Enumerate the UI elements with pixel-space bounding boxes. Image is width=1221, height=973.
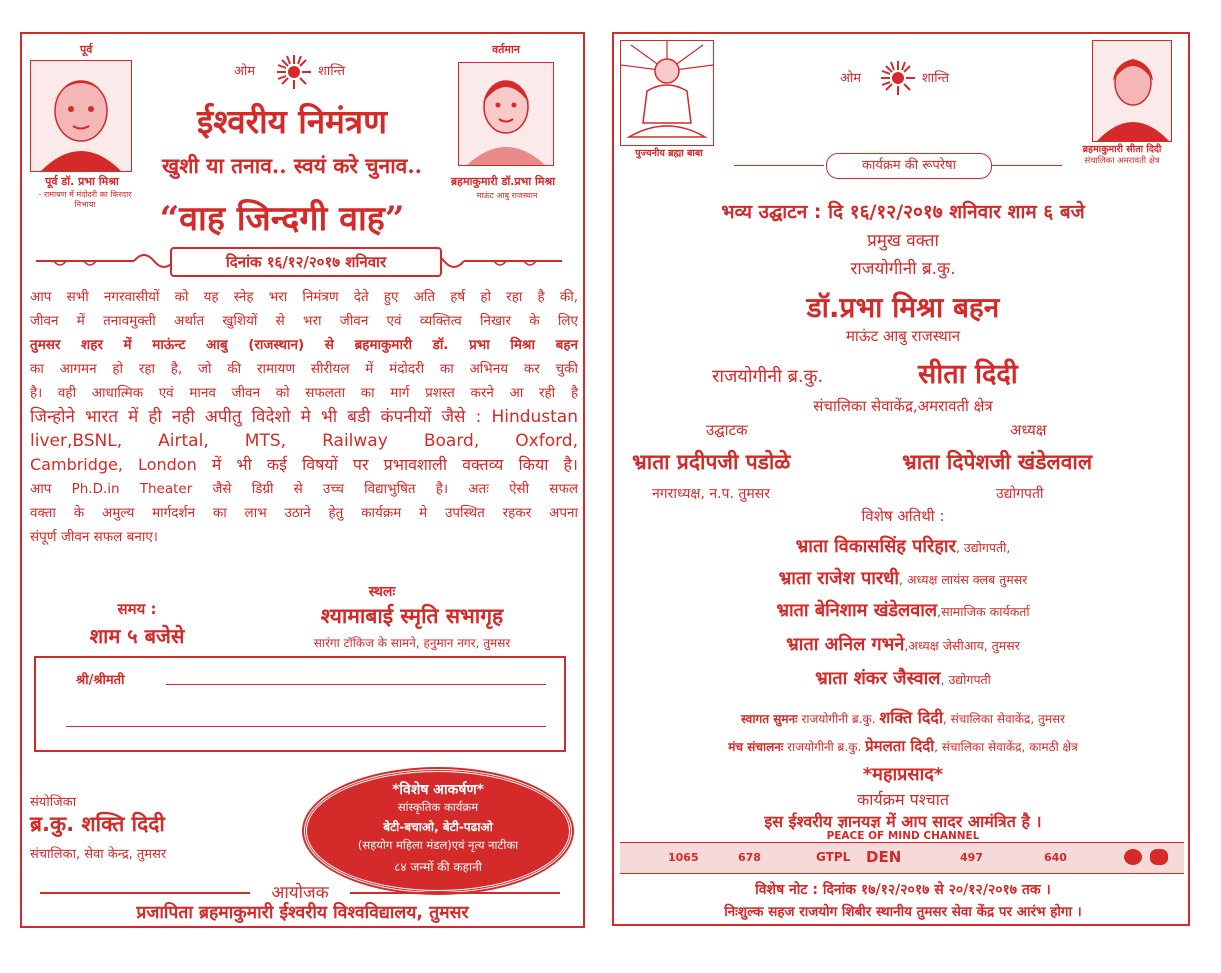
past-caption: पूर्व डॉ. प्रभा मिश्रा [45, 175, 119, 188]
organizer-label: संयोजिका [30, 795, 77, 810]
sita-didi-photo [1092, 40, 1172, 142]
rajyogini-label: राजयोगीनी ब्र.कु. [850, 259, 956, 279]
channel-provider: GTPL [816, 850, 851, 864]
guest-row [614, 566, 1192, 590]
slogan: “वाह जिन्दगी वाह” [159, 199, 405, 239]
brahma-baba-caption: पुज्यनीय ब्रह्मा बाबा [635, 148, 703, 159]
special-line: सांस्कृतिक कार्यक्रम [397, 800, 479, 814]
invitation-left-panel [20, 32, 585, 928]
invitation-right-panel [612, 32, 1190, 926]
welcome-row [614, 706, 1192, 728]
guest-row [614, 598, 1192, 622]
special-line: ८४ जन्मों की कहानी [394, 860, 482, 874]
channel-number: 640 [1044, 851, 1067, 864]
paragraph-line: है। वही आधात्मिक एवं मानव जीवन को सफलता का मार्ग प्रशस्त करने आ रही है [30, 385, 578, 401]
event-date-badge: दिनांक १६/१२/२०१७ शनिवार [170, 247, 442, 277]
paragraph-line: आप Ph.D.in Theater जैसे डिग्री से उच्च विद्याभुषित है। अतः ऐसी सफल [30, 481, 578, 497]
special-line: (सहयोग महिला मंडल)एवं नृत्य नाटीका [357, 838, 519, 852]
rajyogini-label: राजयोगीनी ब्र.कु. [712, 366, 824, 387]
program-divider [992, 165, 1062, 166]
after-program: कार्यक्रम पश्चात [857, 790, 949, 809]
guest-role: ,सामाजिक कार्यकर्ता [937, 604, 1030, 619]
paragraph-line: जिन्होने भारत में ही नही अपीतु विदेशो मे भी बडी कंपनीयों जैसे : Hindustan [30, 407, 578, 427]
sita-didi-caption: ब्रहमाकुमारी सीता दिदी [1082, 144, 1162, 155]
special-attraction-badge [304, 769, 572, 893]
present-subcaption: माऊंट आबु राजस्थान [476, 191, 538, 200]
past-label: पूर्व [80, 43, 93, 56]
president-role: उद्योगपती [996, 486, 1044, 502]
om-sun-icon [880, 60, 916, 96]
om-text: ओम [840, 71, 862, 86]
paragraph-line: वक्ता के अमुल्य मार्गदर्शन का लाभ उठाने हेतु कार्यक्रम मे उपस्थित रहकर अपना [30, 505, 578, 521]
special-title: *विशेष आकर्षण* [392, 782, 484, 798]
sita-didi-subcaption: संचालिका अमरावती क्षेत्र [1084, 156, 1160, 166]
paragraph-line: तुमसर शहर में माऊंन्ट आबु (राजस्थान) से ब्रहमाकुमारी डॉ. प्रभा मिश्रा बहन [30, 337, 578, 353]
guest-row [614, 666, 1192, 690]
invitee-line [66, 726, 546, 727]
woman-portrait-icon [1093, 41, 1171, 141]
organizer-name: ब्र.कु. शक्ति दिदी [30, 812, 165, 836]
venue-label: स्थलः [368, 584, 396, 600]
channel-label: PEACE OF MIND CHANNEL [826, 830, 980, 842]
invitation-paragraph [30, 285, 578, 549]
paragraph-line: संपूर्ण जीवन सफल बनाए। [30, 529, 158, 545]
shanti-text: शान्ति [922, 71, 949, 86]
chief-speaker-place: माऊंट आबु राजस्थान [845, 327, 961, 345]
welcome-name: शक्ति दिदी [879, 708, 943, 727]
present-photo [458, 62, 554, 166]
stage-role: , संचालिका सेवाकेंद्र, कामठी क्षेत्र [934, 740, 1078, 754]
president-name: भ्राता दिपेशजी खंडेलवाल [902, 450, 1093, 474]
inaugurator-role: नगराध्यक्ष, न.प. तुमसर [652, 486, 770, 502]
woman-portrait-icon [31, 61, 131, 171]
organizer-role: संचालिका, सेवा केन्द्र, तुमसर [30, 847, 167, 862]
guest-role: , उद्योगपती [940, 672, 991, 687]
invitee-box [34, 656, 566, 752]
past-subcaption: - रामायण में मंदोदरी का किरदार निभाया [38, 190, 132, 209]
stage-pre: राजयोगीनी ब्र.कु. [787, 740, 862, 754]
shanti-text: शान्ति [318, 64, 345, 79]
channel-number: 1065 [668, 851, 699, 864]
guest-name: भ्राता विकाससिंह परिहार [795, 536, 956, 557]
chief-speaker-label: प्रमुख वक्ता [867, 231, 939, 251]
welcome-pre: राजयोगीनी ब्र.कु. [801, 712, 876, 726]
note-line: निःशुल्क सहज राजयोग शिबीर स्थानीय तुमसर सेवा केंद्र पर आरंभ होगा । [724, 904, 1082, 920]
chief-speaker-name: डॉ.प्रभा मिश्रा बहन [806, 291, 1000, 324]
time-value: शाम ५ बजेसे [89, 624, 185, 648]
guest-row [614, 534, 1192, 558]
host-divider [350, 892, 560, 894]
time-label: समय : [117, 600, 157, 618]
om-sun-icon [276, 54, 312, 90]
channel-provider: DEN [866, 848, 902, 866]
program-label: कार्यक्रम की रूपरेषा [826, 153, 992, 179]
meditating-man-icon [621, 41, 713, 145]
guest-name: भ्राता बेनिशाम खंडेलवाल [776, 600, 938, 621]
channel-logo-icon [1124, 849, 1142, 865]
brahma-baba-photo [620, 40, 714, 146]
host-label: आयोजक [271, 883, 329, 903]
inauguration-line: भव्य उद्घाटन : दि १६/१२/२०१७ शनिवार शाम ६ बजे [721, 201, 1085, 223]
present-label: वर्तमान [492, 43, 520, 56]
past-photo [30, 60, 132, 172]
stage-label: मंच संचालनः [728, 740, 784, 754]
host-name: प्रजापिता ब्रहमाकुमारी ईश्वरीय विश्वविद्यालय, तुमसर [136, 903, 469, 923]
woman-portrait-icon [459, 63, 553, 165]
venue-address: सारंगा टॉकिज के सामने, हनुमान नगर, तुमसर [313, 636, 511, 650]
guests-label: विशेष अतिथी : [861, 507, 945, 525]
paragraph-line: Cambridge, London में भी कई विषयों पर प्रभावशाली वक्तव्य किया है। [30, 455, 578, 474]
invitation-title: ईश्वरीय निमंत्रण [197, 102, 387, 141]
paragraph-line: liver,BSNL, Airtal, MTS, Railway Board, Oxford, [30, 431, 578, 451]
president-label: अध्यक्ष [1010, 421, 1047, 439]
invitation-subtitle: खुशी या तनाव.. स्वयं करे चुनाव.. [162, 153, 422, 178]
guest-name: भ्राता अनिल गभने [786, 634, 905, 655]
stage-row [614, 736, 1192, 756]
mahaprasad: *महाप्रसाद* [862, 764, 944, 785]
welcome-role: , संचालिका सेवाकेंद्र, तुमसर [942, 712, 1065, 726]
invitee-label: श्री/श्रीमती [76, 673, 125, 688]
welcome-label: स्वागत सुमनः [741, 712, 798, 726]
inaugurator-label: उद्घाटक [706, 421, 748, 439]
channel-strip [620, 842, 1184, 874]
guest-role: ,अध्यक्ष जेसीआय, तुमसर [904, 638, 1020, 653]
program-divider [734, 165, 824, 166]
inaugurator-name: भ्राता प्रदीपजी पडोळे [632, 450, 791, 474]
host-divider [40, 892, 250, 894]
paragraph-line: आप सभी नगरवासीयों को यह स्नेह भरा निमंत्रण देते हुए अति हर्ष हो रहा है की, [30, 289, 578, 305]
paragraph-line: का आगमन हो रहा है, जो की रामायण सीरीयल में मंदोदरी का अभिनय कर चुकी [30, 361, 578, 377]
special-line: बेटी-बचाओ, बेटी-पढाओ [383, 820, 493, 834]
guest-role: , उद्योगपती, [955, 540, 1011, 555]
guest-role: , अध्यक्ष लायंस क्लब तुमसर [899, 572, 1028, 587]
channel-logo-icon [1150, 849, 1168, 865]
note-line: विशेष नोट : दिनांक १७/१२/२०१७ से २०/१२/२०१७ तक । [755, 882, 1051, 898]
guest-row [614, 632, 1192, 656]
guest-name: भ्राता शंकर जैस्वाल [815, 668, 941, 689]
channel-number: 678 [738, 851, 761, 864]
invite-line: इस ईश्वरीय ज्ञानयज्ञ में आप सादर आमंत्रित है । [764, 812, 1042, 831]
paragraph-line: जीवन में तनावमुक्ती अर्थात खुशियों से भरा जीवन एवं व्यक्तित्व निखार के लिए [30, 313, 578, 329]
stage-name: प्रेमलता दिदी [865, 737, 935, 755]
venue-name: श्यामाबाई स्मृति सभागृह [320, 604, 504, 628]
sita-role: संचालिका सेवाकेंद्र,अमरावती क्षेत्र [813, 397, 993, 415]
channel-number: 497 [960, 851, 983, 864]
invitee-line [166, 684, 546, 685]
guest-name: भ्राता राजेश पारधी [778, 568, 900, 589]
sita-name: सीता दिदी [918, 359, 1018, 390]
om-text: ओम [234, 64, 256, 79]
present-caption: ब्रहमाकुमारी डॉ.प्रभा मिश्रा [450, 175, 556, 188]
